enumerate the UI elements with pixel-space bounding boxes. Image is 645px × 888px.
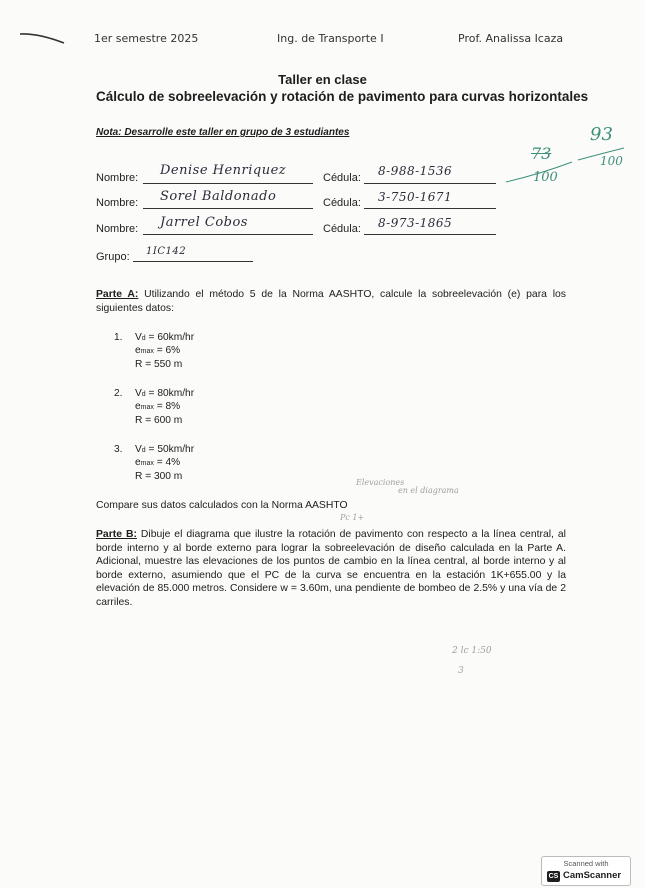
list-item [114, 331, 195, 370]
student-id: 8-988-1536 [378, 164, 453, 178]
pencil-note: 2 lc 1:50 [452, 646, 492, 656]
list-item [114, 443, 195, 482]
student-name: Denise Henriquez [160, 163, 287, 178]
part-a-text: Utilizando el método 5 de la Norma AASHTO, calcule la sobreelevación (e) para los siguientes datos: [96, 289, 566, 314]
grade-crossed-out-of: 100 [533, 170, 558, 185]
item-number: 1. [114, 332, 123, 343]
grade-out-of: 100 [600, 154, 623, 168]
group-label: Grupo: [96, 251, 130, 263]
group-value: 1IC142 [146, 246, 187, 257]
compare-instruction: Compare sus datos calculados con la Norma AASHTO [96, 500, 348, 511]
design-speed: Vd = 50km/hr [135, 444, 195, 455]
item-number: 2. [114, 388, 123, 399]
header-professor: Prof. Analissa Icaza [458, 32, 564, 45]
grade-score: 93 [590, 124, 613, 145]
design-speed: Vd = 80km/hr [135, 388, 195, 399]
pencil-note: Pc 1+ [340, 513, 365, 522]
grade-crossed: 73 [531, 144, 552, 163]
id-label: Cédula: [323, 223, 361, 235]
list-item [114, 387, 195, 426]
pencil-note: 3 [458, 666, 464, 676]
radius: R = 300 m [135, 471, 183, 482]
doc-subtitle: Cálculo de sobreelevación y rotación de pavimento para curvas horizontales [96, 89, 589, 104]
pencil-note: Elevaciones [356, 478, 405, 487]
max-superelevation: emax = 4% [135, 457, 181, 468]
doc-title: Taller en clase [278, 72, 367, 87]
header-semester: 1er semestre 2025 [94, 32, 199, 45]
name-label: Nombre: [96, 223, 139, 235]
pencil-note: en el diagrama [398, 486, 459, 495]
max-superelevation: emax = 8% [135, 401, 181, 412]
student-id: 3-750-1671 [378, 190, 453, 204]
max-superelevation: emax = 6% [135, 345, 181, 356]
group-note: Nota: Desarrolle este taller en grupo de 3 estudiantes [96, 127, 350, 138]
scanner-brand: CamScanner [563, 870, 622, 881]
student-name: Jarrel Cobos [160, 215, 248, 230]
part-b-paragraph [96, 528, 566, 610]
student-name: Sorel Baldonado [160, 189, 277, 204]
pen-stroke-mark [18, 28, 68, 46]
id-label: Cédula: [323, 197, 361, 209]
part-a-paragraph [96, 288, 566, 315]
part-a-heading: Parte A: [96, 289, 139, 300]
item-number: 3. [114, 444, 123, 455]
scanner-caption: Scanned with [563, 859, 609, 868]
name-label: Nombre: [96, 197, 139, 209]
radius: R = 550 m [135, 359, 183, 370]
part-b-text: Dibuje el diagrama que ilustre la rotación de pavimento con respecto a la línea central, al borde interno y al borde externo para lograr la sobreelevación de diseño calculada en la Parte A. Adicional, muestre las elevaciones de los puntos de cambio en la línea central, al borde interno y al borde externo, asumiendo que el PC de la curva se encuentra en la estación 1K+655.00 y la elevación de 85.000 metros. Considere w = 3.60m, una pendiente de bombeo de 2.5% y una vía de 2 carriles. [96, 529, 566, 608]
id-label: Cédula: [323, 172, 361, 184]
camscanner-logo-icon: CS [548, 873, 559, 880]
design-speed: Vd = 60km/hr [135, 332, 195, 343]
header-course: Ing. de Transporte I [277, 32, 384, 45]
name-label: Nombre: [96, 172, 139, 184]
camscanner-badge [541, 856, 631, 886]
radius: R = 600 m [135, 415, 183, 426]
student-id: 8-973-1865 [378, 216, 453, 230]
part-b-heading: Parte B: [96, 529, 137, 540]
